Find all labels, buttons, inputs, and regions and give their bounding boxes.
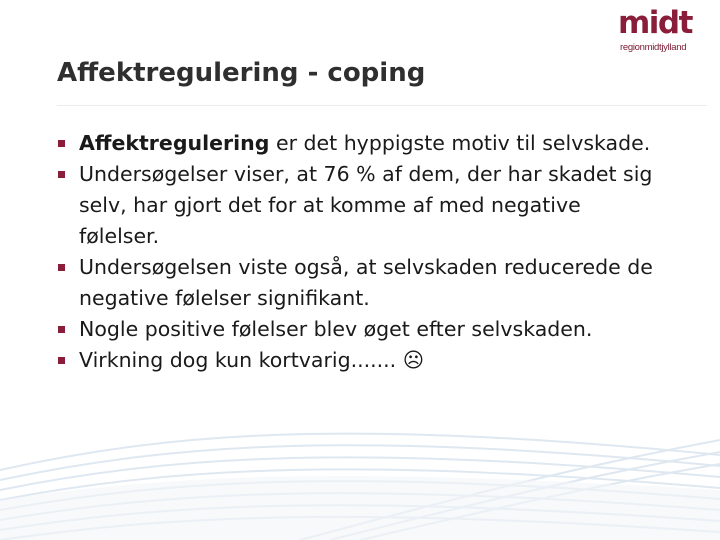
bullet-text: er det hyppigste motiv til selvskade. — [269, 131, 651, 155]
bullet-bold-text: Affektregulering — [79, 131, 270, 155]
square-bullet-icon — [58, 171, 65, 178]
square-bullet-icon — [58, 264, 65, 271]
square-bullet-icon — [58, 326, 65, 333]
bullet-item — [56, 159, 656, 252]
bullet-item — [56, 128, 656, 159]
title-divider — [57, 105, 707, 106]
square-bullet-icon — [58, 140, 65, 147]
logo-subtitle: regionmidtjylland — [620, 42, 687, 53]
bullet-item — [56, 314, 656, 345]
bullet-text: Virkning dog kun kortvarig....... — [79, 348, 397, 372]
sad-face-icon: ☹ — [402, 348, 425, 372]
square-bullet-icon — [58, 357, 65, 364]
bullet-text: Undersøgelser viser, at 76 % af dem, der har skadet sig selv, har gjort det for at komme af med negative følelser. — [79, 162, 653, 248]
bullet-list — [56, 128, 656, 376]
bullet-item — [56, 345, 656, 376]
bullet-text: Undersøgelsen viste også, at selvskaden reducerede de negative følelser signifikant. — [79, 255, 653, 310]
logo-wordmark: midt — [618, 5, 692, 41]
bullet-text: Nogle positive følelser blev øget efter selvskaden. — [79, 317, 593, 341]
bullet-item — [56, 252, 656, 314]
region-midtjylland-logo — [618, 5, 710, 58]
slide-title: Affektregulering - coping — [57, 58, 426, 88]
